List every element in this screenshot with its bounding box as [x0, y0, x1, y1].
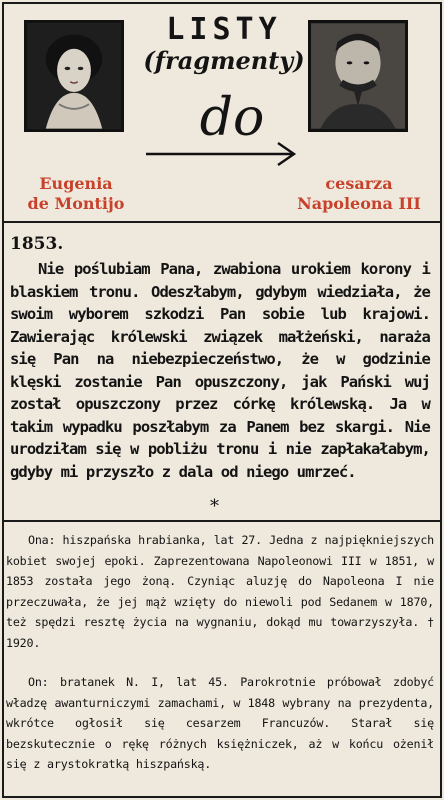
man-portrait-icon	[308, 20, 408, 132]
title-listy: LISTY	[166, 12, 282, 47]
star-separator: *	[210, 496, 219, 517]
divider	[2, 520, 442, 522]
eugenia-name	[16, 174, 136, 214]
eugenia-name-line-1: Eugenia	[39, 174, 113, 193]
arrow-right-icon	[144, 132, 304, 172]
bio-she: Ona: hiszpańska hrabianka, lat 27. Jedna z najpiękniejszych kobiet swojej epoki. Zaprezentowana Napoleonowi III w 1851, w 1853 została jego żoną. Czyniąc aluzję do Napoleona I nie przeczuwała, że jej mąż wzięty do niewoli pod Sedanem w 1870, też spędzi resztę życia na wygnaniu, dokąd mu towarzyszyła. † 1920.	[6, 533, 434, 650]
header	[2, 2, 442, 223]
napoleon-name-line-1: cesarza	[325, 174, 393, 193]
eugenia-name-line-2: de Montijo	[27, 194, 125, 213]
title-fragmenty: (fragmenty)	[143, 46, 305, 75]
bio-he: On: bratanek N. I, lat 45. Parokrotnie próbował zdobyć władzę awanturniczymi zamachami, w 1848 wybrany na prezydenta, wkrótce ogłosił się cesarzem Francuzów. Starał się bezskutecznie o rękę różnych księżniczek, aż w końcu ożenił się z arystokratką hiszpańską.	[6, 675, 434, 771]
letter-year: 1853.	[10, 234, 64, 254]
title-do: do	[199, 88, 265, 148]
woman-portrait-icon	[24, 20, 124, 132]
letter-body: Nie poślubiam Pana, zwabiona urokiem korony i blaskiem tronu. Odeszłabym, gdybym wiedziała, że swoim wyborem szkodzi Pan sobie lub krajowi. Zawierając królewski związek małżeński, naraża się Pan na niebezpieczeństwo, że w godzinie klęski zostanie Pan opuszczony, jak Pański wuj został opuszczony przez córkę królewską. Ja w takim wypadku poszłabym za Panem bez skargi. Nie urodziłam się w pobliżu tronu i nie zapłakałabym, gdyby mi przyszło z dala od niego umrzeć.	[10, 260, 430, 481]
napoleon-name-line-2: Napoleona III	[297, 194, 421, 213]
napoleon-name	[284, 174, 434, 214]
